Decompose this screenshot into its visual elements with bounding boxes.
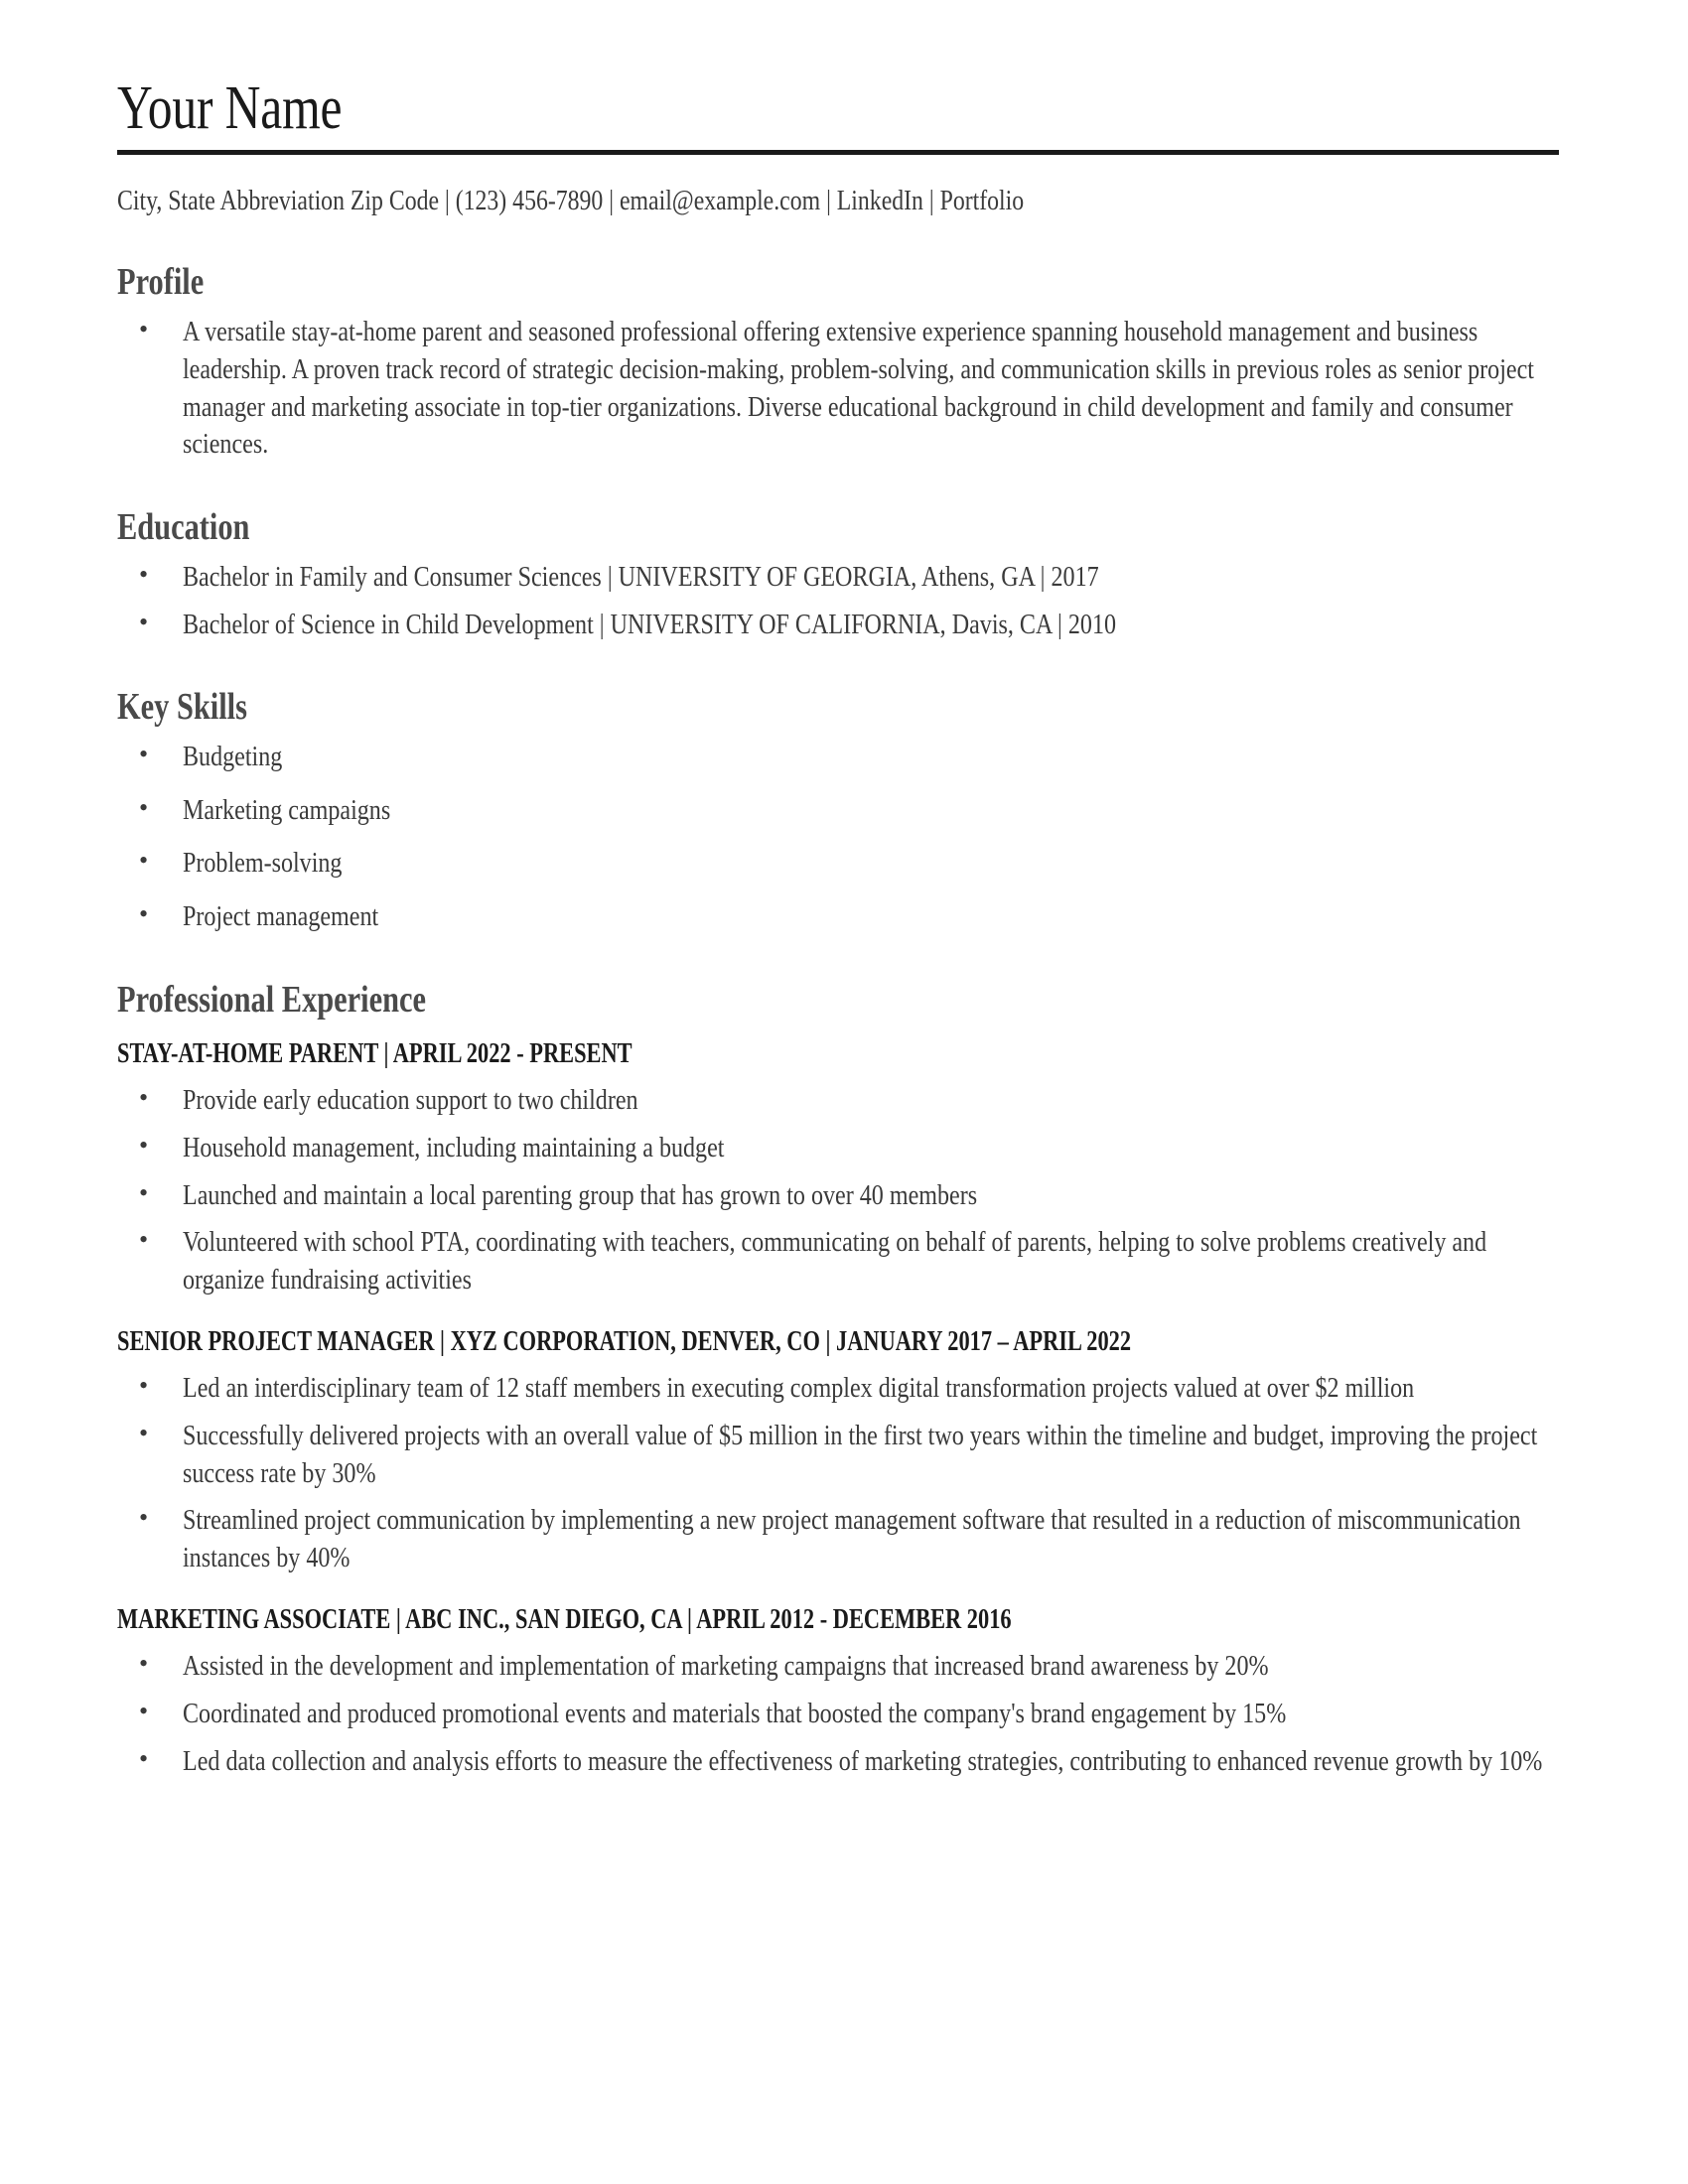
list-item (117, 739, 1559, 776)
section-heading-professional-experience: Professional Experience (117, 978, 426, 1021)
experience-entry (117, 1325, 1559, 1577)
list-item (117, 845, 1559, 883)
resume-document (117, 74, 1559, 1780)
job-bullet-text: • Household management, including maintaining a budget (183, 1131, 725, 1163)
job-title: MARKETING ASSOCIATE | ABC INC., SAN DIEGO, CA | APRIL 2012 - DECEMBER 2016 (117, 1603, 1012, 1635)
list-item (117, 1082, 1559, 1120)
key-skill-text: • Project management (183, 900, 379, 933)
key-skill-text: • Problem-solving (183, 847, 343, 880)
section-key-skills (117, 687, 1559, 936)
job-bullet-text: • Launched and maintain a local parenting group that has grown to over 40 members (183, 1178, 978, 1211)
list-item (117, 1418, 1559, 1492)
section-heading-key-skills: Key Skills (117, 686, 247, 729)
list-item (117, 1130, 1559, 1167)
list-item (117, 559, 1559, 597)
section-professional-experience (117, 980, 1559, 1781)
list-item (117, 1177, 1559, 1215)
experience-entry (117, 1037, 1559, 1299)
job-bullet-text: • Successfully delivered projects with an overall value of $5 million in the first two years within the timeline and budget, improving the project success rate by 30% (183, 1419, 1538, 1489)
job-title: SENIOR PROJECT MANAGER | XYZ CORPORATION, DENVER, CO | JANUARY 2017 – APRIL 2022 (117, 1325, 1132, 1357)
education-bullet-list (117, 559, 1559, 643)
section-heading-education: Education (117, 506, 250, 549)
job-bullet-text: • Streamlined project communication by implementing a new project management software that resulted in a reduction of miscommunication instances by 40% (183, 1504, 1521, 1573)
job-bullet-text: • Led an interdisciplinary team of 12 staff members in executing complex digital transformation projects valued at over $2 million (183, 1372, 1415, 1405)
list-item (117, 1224, 1559, 1298)
key-skill-text: • Budgeting (183, 741, 283, 772)
key-skills-bullet-list (117, 739, 1559, 936)
list-item (117, 1502, 1559, 1576)
contact-line: City, State Abbreviation Zip Code | (123) 456-7890 | email@example.com | LinkedIn | Portfolio (117, 185, 1025, 217)
section-heading-profile: Profile (117, 261, 205, 304)
job-bullet-text: • Coordinated and produced promotional events and materials that boosted the company's brand engagement by 15% (183, 1697, 1287, 1729)
job-bullet-text: • Provide early education support to two children (183, 1084, 638, 1117)
job-bullet-list (117, 1648, 1559, 1780)
header-divider (117, 150, 1559, 155)
profile-bullet-list (117, 314, 1559, 464)
job-bullet-text: • Led data collection and analysis efforts to measure the effectiveness of marketing strategies, contributing to enhanced revenue growth by 10% (183, 1744, 1543, 1777)
section-education (117, 507, 1559, 643)
list-item (117, 607, 1559, 644)
list-item (117, 314, 1559, 464)
profile-bullet-text: • A versatile stay-at-home parent and seasoned professional offering extensive experience spanning household management and business leadership. A proven track record of strategic decision-making, problem-solving, and communication skills in previous roles as senior project manager and marketing associate in top-tier organizations. Diverse educational background in child development and family and consumer sciences. (183, 316, 1534, 461)
page-title: Your Name (117, 74, 343, 142)
list-item (117, 1743, 1559, 1781)
job-bullet-text: • Volunteered with school PTA, coordinating with teachers, communicating on behalf of parents, helping to solve problems creatively and organize fundraising activities (183, 1226, 1487, 1296)
job-title: STAY-AT-HOME PARENT | APRIL 2022 - PRESENT (117, 1037, 633, 1069)
experience-entry (117, 1603, 1559, 1781)
list-item (117, 1370, 1559, 1408)
job-bullet-text: • Assisted in the development and implementation of marketing campaigns that increased brand awareness by 20% (183, 1650, 1269, 1683)
list-item (117, 1696, 1559, 1733)
section-profile (117, 262, 1559, 464)
education-bullet-text: • Bachelor of Science in Child Development | UNIVERSITY OF CALIFORNIA, Davis, CA | 2010 (183, 608, 1117, 640)
key-skill-text: • Marketing campaigns (183, 793, 391, 826)
list-item (117, 1648, 1559, 1686)
job-bullet-list (117, 1370, 1559, 1576)
job-bullet-list (117, 1082, 1559, 1298)
resume-header (117, 74, 1559, 218)
education-bullet-text: • Bachelor in Family and Consumer Sciences | UNIVERSITY OF GEORGIA, Athens, GA | 2017 (183, 560, 1099, 593)
list-item (117, 898, 1559, 936)
list-item (117, 792, 1559, 830)
